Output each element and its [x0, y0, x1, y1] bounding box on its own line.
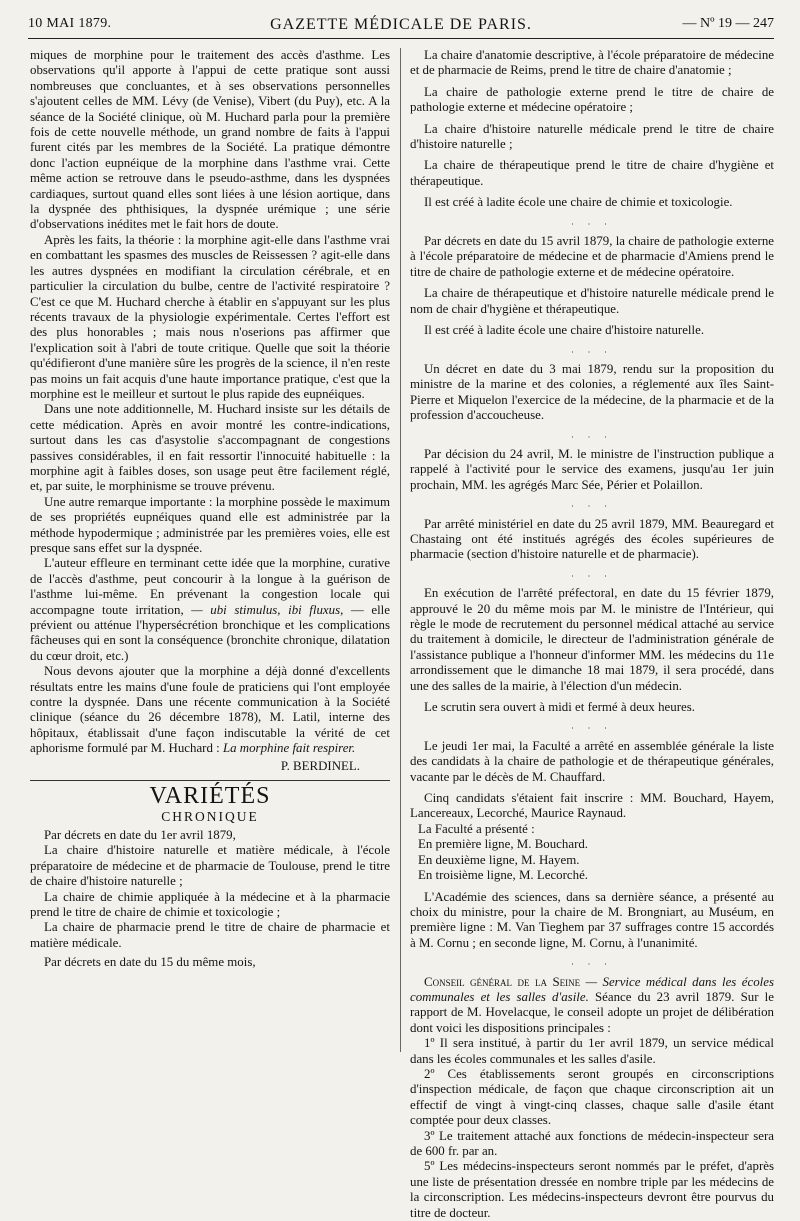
list-item: En troisième ligne, M. Lecorché.: [418, 868, 589, 883]
paragraph-text: Nous devons ajouter que la morphine a déjà donné d'excellents résultats entre les mains d'une foule de praticiens qui l'ont employée contre la dyspnée. Dans une récente communication à la Société clinique (séance du 26 décembre 1878), M. Latil, interne des hôpitaux, établissait d'une façon indiscutable la vérité de cet aphorisme formulé par M. Huchard :: [30, 664, 390, 756]
separator-dots: ∙ ∙ ∙: [571, 723, 613, 734]
article-signature: P. BERDINEL.: [280, 758, 360, 773]
news-item: En exécution de l'arrêté préfectoral, en date du 15 février 1879, approuvé le 20 du même mois par M. le ministre de l'Intérieur, qui règle le mode de recrutement du personnel médical attaché au service du traitement à domicile, le directeur de l'administration générale de l'assistance publique a l'honneur d'informer MM. les médecins du 11e arrondissement que le dimanche 18 mai 1879, il sera procédé, dans une des salles de la mairie, à l'élection d'un médecin.: [410, 586, 774, 693]
news-item: L'Académie des sciences, dans sa dernière séance, a présenté au choix du ministre, pour la chaire de M. Brongniart, au Muséum, en première ligne : M. Van Tieghem par 37 suffrages contre 15 accordés à M. Cornu ; en seconde ligne, M. Cornu, à l'unanimité.: [410, 889, 774, 950]
separator-dots: ∙ ∙ ∙: [571, 959, 613, 970]
news-item: 5º Les médecins-inspecteurs seront nommés par le préfet, d'après une liste de présentation dressée en nombre triple par les médecins de la circonscription. Les médecins-inspecteurs devront être pourvus du titre de docteur.: [410, 1159, 774, 1220]
article-paragraph: Une autre remarque importante : la morphine possède le maximum de ses propriétés eupnéiques quand elle est administrée par la méthode hypodermique ; administrée par les premières voies, elle est presque sans effet sur la dyspnée.: [30, 494, 390, 555]
paragraph-text: — elle prévient ou atténue l'hypersécrétion bronchique et les complications fâcheuses qui en sont la conséquence (bronchite chronique, dilatation du cœur droit, etc.): [30, 602, 390, 663]
header-issue: — Nº 19 — 247: [682, 16, 774, 31]
news-item: [410, 975, 774, 1037]
news-item: La chaire d'histoire naturelle médicale prend le titre de chaire d'histoire naturelle ;: [410, 121, 774, 152]
conseil-subject: — Service médical dans les écoles communales et les salles d'asile.: [410, 974, 774, 1004]
section-title: VARIÉTÉS: [149, 783, 271, 810]
list-item: En première ligne, M. Bouchard.: [418, 837, 589, 852]
separator-dots: ∙ ∙ ∙: [571, 346, 613, 357]
article-paragraph: miques de morphine pour le traitement des accès d'asthme. Les observations qu'il apporte à l'appui de cette pratique sont aussi nombreuses que concluantes, et à ses observations personnelles s'ajoutent celles de MM. Lévy (de Venise), Vibert (du Puy), etc. A la séance de la Société clinique, où M. Huchard parla pour la première fois de cette nouvelle méthode, un grand nombre de faits à l'appui furent cités par les membres de la Société. La pratique démontre donc l'action eupnéique de la morphine dans l'asthme vrai. Cette même action se retrouve dans le pseudo-asthme, dans les dyspnées cardiaques, surtout quand elles sont liées à une lésion aortique, dans la dyspnée des phthisiques, la dyspnée urémique ; une série d'observations inédites met le fait hors de doute.: [30, 48, 390, 232]
news-item: La chaire de thérapeutique prend le titre de chaire d'hygiène et thérapeutique.: [410, 158, 774, 188]
paragraph-text: Séance du 23 avril 1879. Sur le rapport de M. Hovelacque, le conseil adopte un projet de délibération dont voici les dispositions principales :: [410, 989, 774, 1035]
article-paragraph: [30, 664, 390, 756]
right-column: [410, 48, 774, 1220]
article-paragraph: [30, 556, 390, 664]
candidate-list: [410, 822, 774, 884]
chronique-paragraph: Par décrets en date du 1er avril 1879,: [44, 827, 236, 842]
page-header: [28, 12, 774, 39]
news-item: La chaire de pathologie externe prend le titre de chaire de pathologie externe et médecine opératoire ;: [410, 84, 774, 115]
news-item: Un décret en date du 3 mai 1879, rendu sur la proposition du ministre de la marine et des colonies, a réglementé aux îles Saint-Pierre et Miquelon l'exercice de la médecine, de la pharmacie et de la profession d'accoucheuse.: [410, 361, 774, 423]
conseil-heading: Conseil général de la Seine: [424, 974, 581, 989]
news-item: La chaire d'anatomie descriptive, à l'école préparatoire de médecine et de pharmacie de Reims, prend le titre de chaire d'anatomie ;: [410, 48, 774, 78]
news-item: 3º Le traitement attaché aux fonctions de médecin-inspecteur sera de 600 fr. par an.: [410, 1128, 774, 1158]
chronique-paragraph: La chaire de chimie appliquée à la médecine et à la pharmacie prend le titre de chaire de chimie et toxicologie ;: [30, 889, 390, 919]
chronique-paragraph: Par décrets en date du 15 du même mois,: [44, 955, 256, 970]
news-item: Le scrutin sera ouvert à midi et fermé à deux heures.: [424, 700, 695, 715]
list-item: En deuxième ligne, M. Hayem.: [418, 852, 580, 867]
separator-dots: ∙ ∙ ∙: [571, 431, 613, 442]
list-item: La Faculté a présenté :: [418, 821, 535, 836]
section-subtitle: CHRONIQUE: [161, 808, 259, 824]
header-title: GAZETTE MÉDICALE DE PARIS.: [270, 16, 532, 33]
news-item: La chaire de thérapeutique et d'histoire naturelle médicale prend le nom de chair d'hygiène et thérapeutique.: [410, 286, 774, 316]
chronique-paragraph: La chaire d'histoire naturelle et matière médicale, à l'école préparatoire de médecine et de pharmacie de Toulouse, prend le titre de chaire d'histoire naturelle ;: [30, 843, 390, 889]
latin-quote: — ubi stimulus, ibi fluxus,: [191, 602, 344, 617]
separator-dots: ∙ ∙ ∙: [571, 570, 613, 581]
paragraph-text: L'auteur effleure en terminant cette idée que la morphine, curative de l'accès d'asthme, peut concourir à la longue à la guérison de l'asthme lui-même. En prévenant la congestion locale qui accompagne toute irritation,: [30, 556, 390, 617]
section-rule: [30, 780, 390, 781]
article-paragraph: Dans une note additionnelle, M. Huchard insiste sur les détails de cette médication. Après en avoir montré les contre-indications, surtout dans les cas d'asystolie s'accompagnant de congestions passives considérables, il en fait ressortir l'innocuité habituelle : la morphine agit à faibles doses, son usage peut être facilement réglé, et, par suite, le morphinisme se trouve prévenu.: [30, 402, 390, 494]
separator-dots: ∙ ∙ ∙: [571, 218, 613, 229]
news-item: Cinq candidats s'étaient fait inscrire : MM. Bouchard, Hayem, Lancereaux, Lecorché, Maurice Raynaud.: [410, 791, 774, 821]
news-item: Par décision du 24 avril, M. le ministre de l'instruction publique a rappelé à l'activité pour le service des examens, jusqu'au 1er juin prochain, MM. les agrégés Marc Sée, Périer et Polaillon.: [410, 446, 774, 492]
aphorism: La morphine fait respirer.: [222, 741, 356, 756]
news-item: Il est créé à ladite école une chaire de chimie et toxicologie.: [424, 195, 733, 210]
news-item: Par arrêté ministériel en date du 25 avril 1879, MM. Beauregard et Chastaing ont été institués agrégés des écoles supérieures de pharmacie (section d'histoire naturelle et de pharmacie).: [410, 516, 774, 562]
column-divider: [400, 48, 401, 1052]
news-item: 2º Ces établissements seront groupés en circonscriptions d'inspection médicale, de façon que chaque circonscription ait un effectif de vingt à vingt-cinq classes, chaque salle d'asile étant comptée pour deux classes.: [410, 1066, 774, 1128]
left-column: [30, 48, 390, 1052]
news-item: 1º Il sera institué, à partir du 1er avril 1879, un service médical dans les écoles communales et les salles d'asile.: [410, 1036, 774, 1066]
chronique-paragraph: La chaire de pharmacie prend le titre de chaire de pharmacie et matière médicale.: [30, 920, 390, 950]
article-paragraph: Après les faits, la théorie : la morphine agit-elle dans l'asthme vrai en combattant les spasmes des muscles de Reissessen ? agit-elle dans les autres dyspnées en modifiant la circulation cérébrale, et en particulier la circulation du bulbe, centre de l'activité respiratoire ? C'est ce que M. Huchard cherche à établir en s'appuyant sur les plus récents travaux de la physiologie expérimentale. Certes l'effort est des plus honorables ; mais nous n'oserions pas affirmer que l'explication soit à l'abri de toute critique. Quelle que soit la théorie qu'édifieront d'une manière sûre les progrès de la science, il n'en reste pas moins un fait acquis d'une haute importance pratique, c'est que la morphine est le meilleur et surtout le plus rapide des eupnéiques.: [30, 232, 390, 401]
news-item: Par décrets en date du 15 avril 1879, la chaire de pathologie externe à l'école préparatoire de médecine et de pharmacie d'Amiens prend le titre de chaire de pathologie externe et de médecine opératoire.: [410, 234, 774, 279]
separator-dots: ∙ ∙ ∙: [571, 501, 613, 512]
news-item: Il est créé à ladite école une chaire d'histoire naturelle.: [424, 323, 705, 338]
news-item: Le jeudi 1er mai, la Faculté a arrêté en assemblée générale la liste des candidats à la chaire de pathologie et de thérapeutique générales, vacante par le décès de M. Chauffard.: [410, 738, 774, 784]
header-date: 10 MAI 1879.: [28, 16, 112, 31]
